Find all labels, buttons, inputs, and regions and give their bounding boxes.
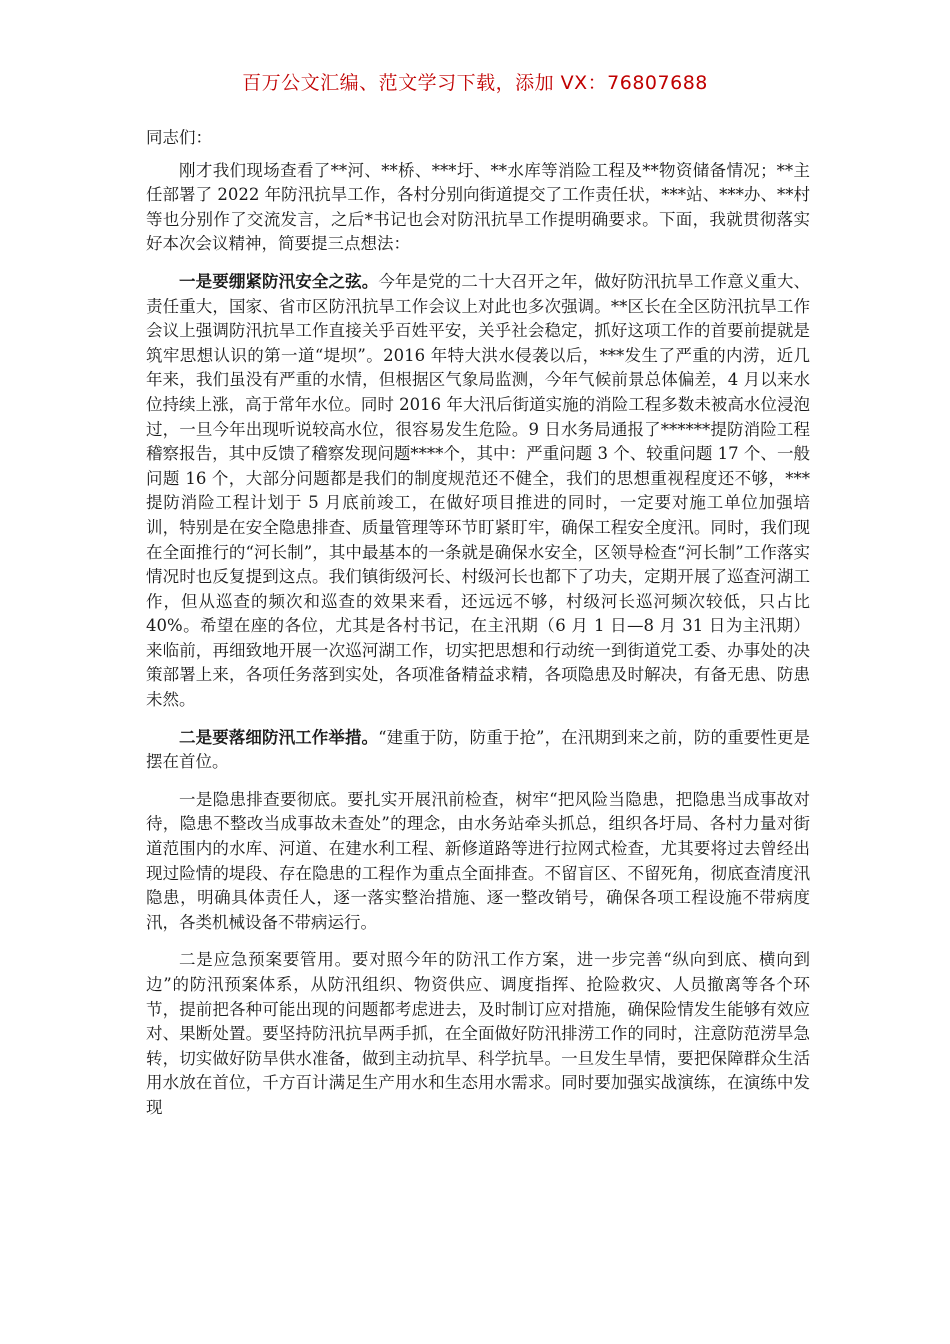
section-2-heading: 二是要落细防汛工作举措。 xyxy=(179,727,379,747)
section-1-paragraph xyxy=(146,270,810,713)
section-1-body: 今年是党的二十大召开之年，做好防汛抗旱工作意义重大、责任重大，国家、省市区防汛抗旱工作会议上对此也多次强调。**区长在全区防汛抗旱工作会议上强调防汛抗旱工作直接关乎百姓平安，关乎社会稳定，抓好这项工作的首要前提就是筑牢思想认识的第一道“堤坝”。2016 年特大洪水侵袭以后，***发生了严重的内涝，近几年来，我们虽没有严重的水情，但根据区气象局监测，今年气候前景总体偏差，4 月以来水位持续上涨，高于常年水位。同时 2016 年大汛后街道实施的消险工程多数未被高水位浸泡过，一旦今年出现听说较高水位，很容易发生危险。9 日水务局通报了******提防消险工程稽察报告，其中反馈了稽察发现问题****个，其中：严重问题 3 个、较重问题 17 个、一般问题 16 个，大部分问题都是我们的制度规范还不健全，我们的思想重视程度还不够，***提防消险工程计划于 5 月底前竣工，在做好项目推进的同时，一定要对施工单位加强培训，特别是在安全隐患排查、质量管理等环节盯紧盯牢，确保工程安全度汛。同时，我们现在全面推行的“河长制”，其中最基本的一条就是确保水安全，区领导检查“河长制”工作落实情况时也反复提到这点。我们镇街级河长、村级河长也都下了功夫，定期开展了巡查河湖工作，但从巡查的频次和巡查的效果来看，还远远不够，村级河长巡河频次较低，只占比 40%。希望在座的各位，尤其是各村书记，在主汛期（6 月 1 日—8 月 31 日为主汛期）来临前，再细致地开展一次巡河湖工作，切实把思想和行动统一到街道党工委、办事处的决策部署上来，各项任务落到实处，各项准备精益求精，各项隐患及时解决，有备无患、防患未然。 xyxy=(146,271,811,710)
point-1-paragraph: 一是隐患排查要彻底。要扎实开展汛前检查，树牢“把风险当隐患，把隐患当成事故对待，隐患不整改当成事故未查处”的理念，由水务站牵头抓总，组织各圩局、各村力量对街道范围内的水库、河道、在建水利工程、新修道路等进行拉网式检查，尤其要将过去曾经出现过险情的堤段、存在隐患的工程作为重点全面排查。不留盲区、不留死角，彻底查清度汛隐患，明确具体责任人，逐一落实整治措施、逐一整改销号，确保各项工程设施不带病度汛，各类机械设备不带病运行。 xyxy=(146,789,810,932)
section-1-heading: 一是要绷紧防汛安全之弦。 xyxy=(179,271,379,291)
salutation: 同志们： xyxy=(146,128,212,147)
point-2-paragraph: 二是应急预案要管用。要对照今年的防汛工作方案，进一步完善“纵向到底、横向到边”的防汛预案体系，从防汛组织、物资供应、调度指挥、抢险救灾、人员撤离等各个环节，提前把各种可能出现的问题都考虑进去，及时制订应对措施，确保险情发生能够有效应对、果断处置。要坚持防汛抗旱两手抓，在全面做好防汛排涝工作的同时，注意防范涝旱急转，切实做好防旱供水准备，做到主动抗旱、科学抗旱。一旦发生旱情，要把保障群众生活用水放在首位，千方百计满足生产用水和生态用水需求。同时要加强实战演练，在演练中发现 xyxy=(146,950,810,1117)
section-2-paragraph xyxy=(146,726,810,775)
section-2-body: “建重于防，防重于抢”，在汛期到来之前，防的重要性更是摆在首位。 xyxy=(146,727,811,772)
download-banner: 百万公文汇编、范文学习下载，添加 VX：76807688 xyxy=(242,72,708,94)
speech-body xyxy=(146,126,810,1134)
intro-paragraph: 刚才我们现场查看了**河、**桥、***圩、**水库等消险工程及**物资储备情况；**主任部署了 2022 年防汛抗旱工作，各村分别向街道提交了工作责任状，***站、***办、**村等也分别作了交流发言，之后*书记也会对防汛抗旱工作提明确要求。下面，我就贯彻落实好本次会议精神，简要提三点想法： xyxy=(146,160,810,254)
